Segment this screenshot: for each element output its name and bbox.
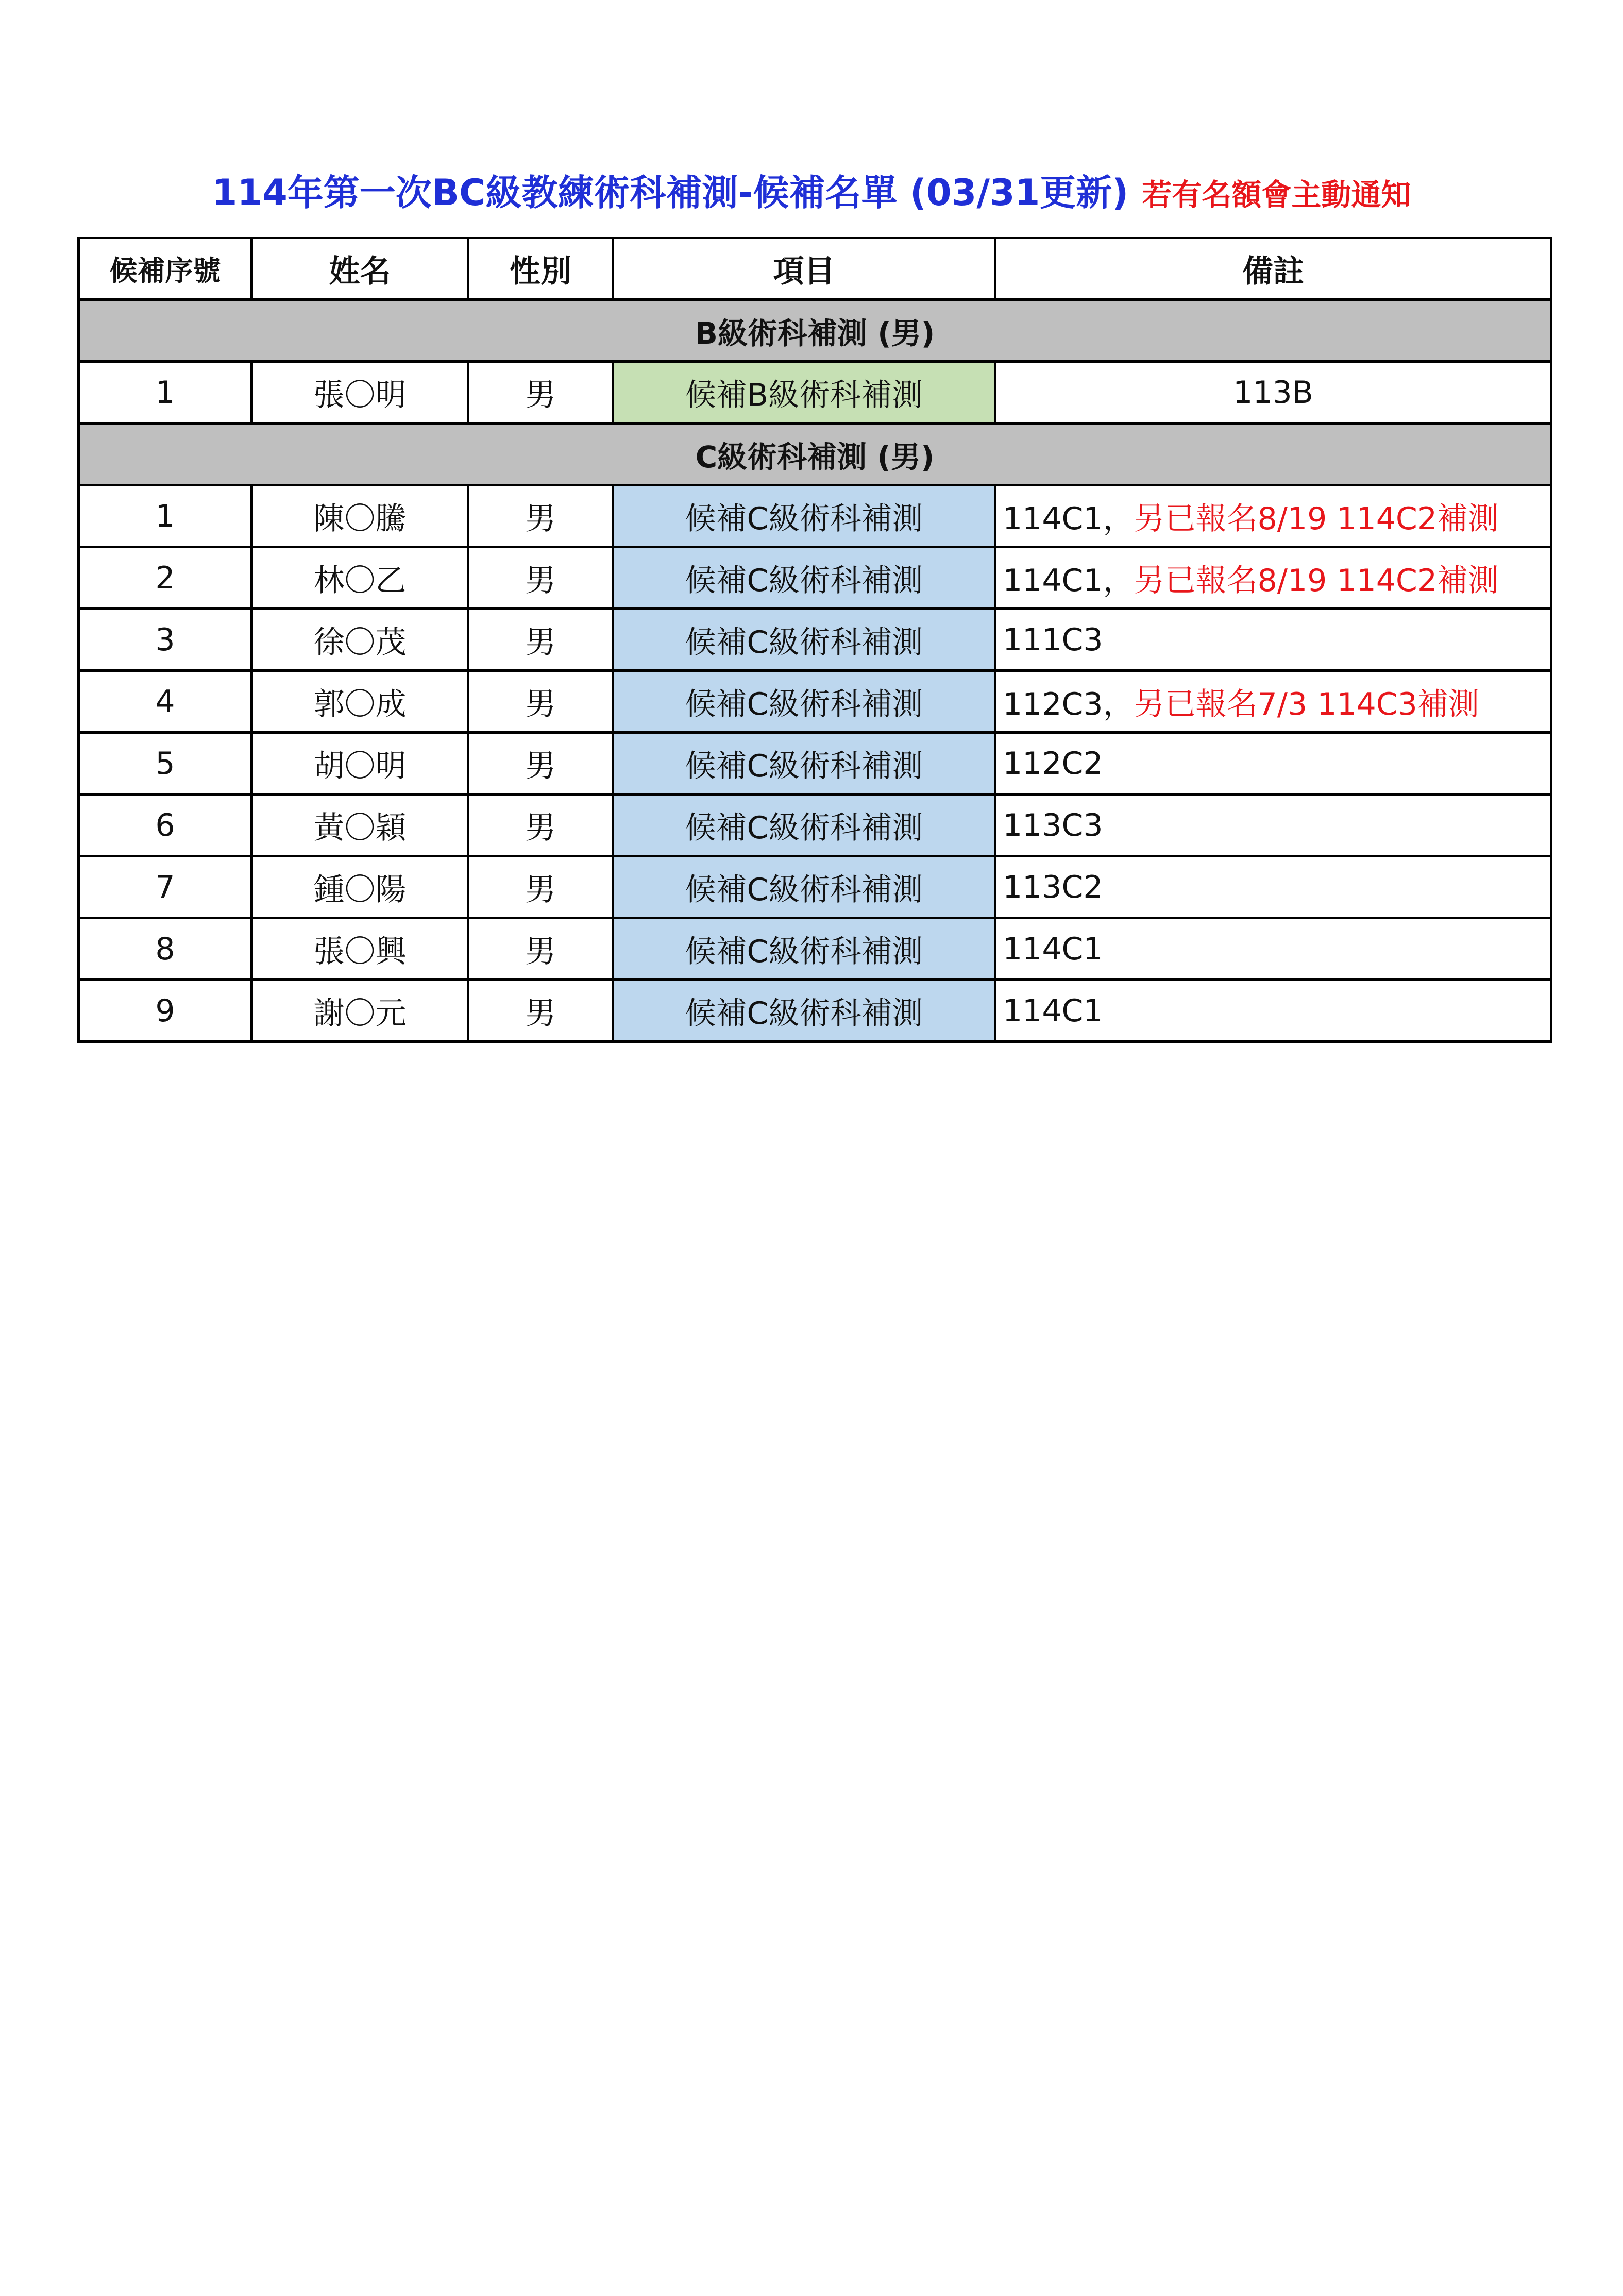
seq-cell: 3 <box>79 609 252 671</box>
table-row <box>79 980 1551 1042</box>
header-item: 項目 <box>613 238 995 300</box>
item-cell: 候補C級術科補測 <box>613 918 995 980</box>
item-cell: 候補C級術科補測 <box>613 733 995 795</box>
title-note: 若有名額會主動通知 <box>1142 177 1411 212</box>
gender-cell: 男 <box>468 733 613 795</box>
seq-cell: 6 <box>79 795 252 856</box>
name-cell: 陳〇騰 <box>252 485 468 547</box>
seq-cell: 9 <box>79 980 252 1042</box>
remark-separator: ， <box>1103 686 1134 722</box>
item-cell: 候補C級術科補測 <box>613 485 995 547</box>
table-row <box>79 609 1551 671</box>
remark-cell: 113B <box>995 362 1551 424</box>
seq-cell: 1 <box>79 485 252 547</box>
section-c-title: C級術科補測 (男) <box>79 424 1551 485</box>
name-cell: 徐〇茂 <box>252 609 468 671</box>
remark-cell <box>995 733 1551 795</box>
header-gender: 性別 <box>468 238 613 300</box>
remark-cell <box>995 795 1551 856</box>
item-cell: 候補C級術科補測 <box>613 547 995 609</box>
item-cell: 候補C級術科補測 <box>613 980 995 1042</box>
header-seq: 候補序號 <box>79 238 252 300</box>
table-row <box>79 362 1551 424</box>
remark-cell <box>995 980 1551 1042</box>
gender-cell: 男 <box>468 671 613 733</box>
remark-cell <box>995 671 1551 733</box>
seq-cell: 8 <box>79 918 252 980</box>
remark-code: 111C3 <box>1003 621 1103 658</box>
name-cell: 林〇乙 <box>252 547 468 609</box>
table-row <box>79 795 1551 856</box>
name-cell: 胡〇明 <box>252 733 468 795</box>
table-row <box>79 547 1551 609</box>
header-name: 姓名 <box>252 238 468 300</box>
title-main: 114年第一次BC級教練術科補測-候補名單 (03/31更新) <box>212 172 1129 214</box>
remark-code: 113C2 <box>1003 869 1103 905</box>
remark-code: 114C1 <box>1003 500 1103 537</box>
header-row <box>79 238 1551 300</box>
seq-cell: 4 <box>79 671 252 733</box>
gender-cell: 男 <box>468 856 613 918</box>
remark-cell <box>995 918 1551 980</box>
section-c-row <box>79 424 1551 485</box>
remark-code: 112C3 <box>1003 686 1103 722</box>
section-b-title: B級術科補測 (男) <box>79 300 1551 362</box>
remark-extra: 另已報名7/3 114C3補測 <box>1134 686 1479 722</box>
remark-extra: 另已報名8/19 114C2補測 <box>1134 500 1499 537</box>
table-row <box>79 733 1551 795</box>
remark-code: 114C1 <box>1003 992 1103 1029</box>
remark-code: 113C3 <box>1003 807 1103 843</box>
section-b-row <box>79 300 1551 362</box>
seq-cell: 5 <box>79 733 252 795</box>
remark-code: 112C2 <box>1003 745 1103 782</box>
gender-cell: 男 <box>468 918 613 980</box>
name-cell: 郭〇成 <box>252 671 468 733</box>
table-row <box>79 485 1551 547</box>
waitlist-table <box>77 237 1552 1043</box>
gender-cell: 男 <box>468 795 613 856</box>
table-row <box>79 918 1551 980</box>
gender-cell: 男 <box>468 980 613 1042</box>
seq-cell: 7 <box>79 856 252 918</box>
remark-cell <box>995 547 1551 609</box>
remark-extra: 另已報名8/19 114C2補測 <box>1134 562 1499 599</box>
table-row <box>79 671 1551 733</box>
item-cell: 候補B級術科補測 <box>613 362 995 424</box>
page-title <box>0 164 1623 216</box>
name-cell: 張〇明 <box>252 362 468 424</box>
gender-cell: 男 <box>468 362 613 424</box>
remark-separator: ， <box>1103 500 1134 537</box>
gender-cell: 男 <box>468 609 613 671</box>
remark-cell <box>995 609 1551 671</box>
item-cell: 候補C級術科補測 <box>613 609 995 671</box>
remark-cell <box>995 485 1551 547</box>
remark-cell <box>995 856 1551 918</box>
table-row <box>79 856 1551 918</box>
remark-code: 114C1 <box>1003 931 1103 967</box>
item-cell: 候補C級術科補測 <box>613 856 995 918</box>
gender-cell: 男 <box>468 485 613 547</box>
item-cell: 候補C級術科補測 <box>613 671 995 733</box>
name-cell: 黃〇穎 <box>252 795 468 856</box>
name-cell: 張〇興 <box>252 918 468 980</box>
gender-cell: 男 <box>468 547 613 609</box>
seq-cell: 1 <box>79 362 252 424</box>
seq-cell: 2 <box>79 547 252 609</box>
header-remark: 備註 <box>995 238 1551 300</box>
name-cell: 鍾〇陽 <box>252 856 468 918</box>
remark-separator: ， <box>1103 562 1134 599</box>
item-cell: 候補C級術科補測 <box>613 795 995 856</box>
remark-code: 114C1 <box>1003 562 1103 599</box>
name-cell: 謝〇元 <box>252 980 468 1042</box>
